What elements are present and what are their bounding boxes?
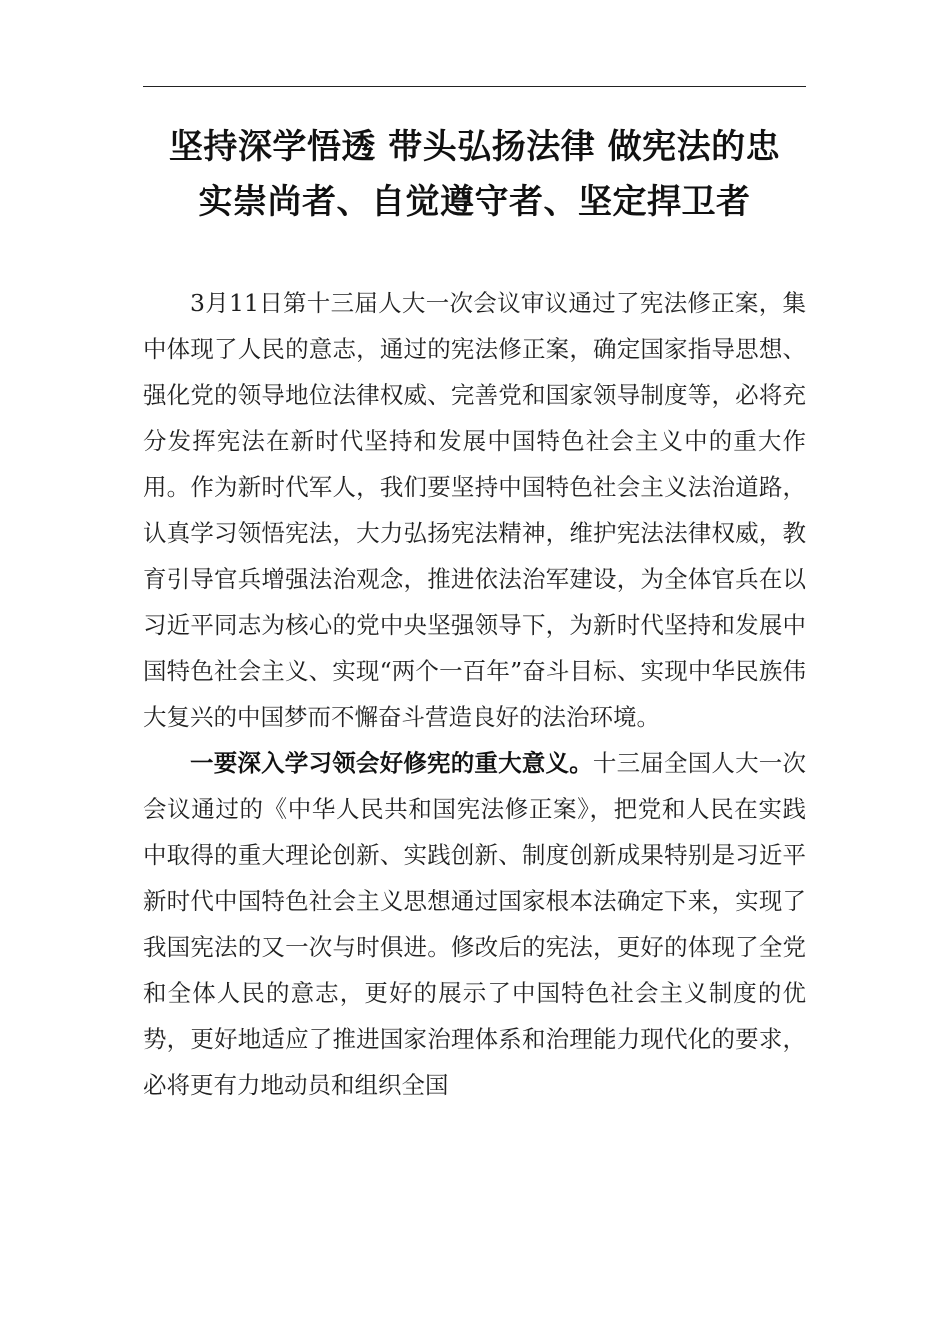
title-line-1: 坚持深学悟透 带头弘扬法律 做宪法的忠 — [168, 127, 781, 167]
paragraph-2-lead: 一要深入学习领会好修宪的重大意义。 — [190, 749, 593, 777]
paragraph-2 — [143, 740, 806, 1108]
document-body — [143, 280, 806, 1108]
paragraph-1: 3月11日第十三届人大一次会议审议通过了宪法修正案，集中体现了人民的意志，通过的宪法修正案，确定国家指导思想、强化党的领导地位法律权威、完善党和国家领导制度等，必将充分发挥宪法在新时代坚持和发展中国特色社会主义中的重大作用。作为新时代军人，我们要坚持中国特色社会主义法治道路，认真学习领悟宪法，大力弘扬宪法精神，维护宪法法律权威，教育引导官兵增强法治观念，推进依法治军建设，为全体官兵在以习近平同志为核心的党中央坚强领导下，为新时代坚持和发展中国特色社会主义、实现“两个一百年”奋斗目标、实现中华民族伟大复兴的中国梦而不懈奋斗营造良好的法治环境。 — [143, 289, 806, 731]
header-rule — [143, 86, 806, 87]
paragraph-2-body: 十三届全国人大一次会议通过的《中华人民共和国宪法修正案》，把党和人民在实践中取得的重大理论创新、实践创新、制度创新成果特别是习近平新时代中国特色社会主义思想通过国家根本法确定下来，实现了我国宪法的又一次与时俱进。修改后的宪法，更好的体现了全党和全体人民的意志，更好的展示了中国特色社会主义制度的优势，更好地适应了推进国家治理体系和治理能力现代化的要求，必将更有力地动员和组织全国 — [143, 749, 807, 1099]
document-title — [143, 120, 806, 230]
title-line-2: 实崇尚者、自觉遵守者、坚定捍卫者 — [198, 182, 751, 222]
